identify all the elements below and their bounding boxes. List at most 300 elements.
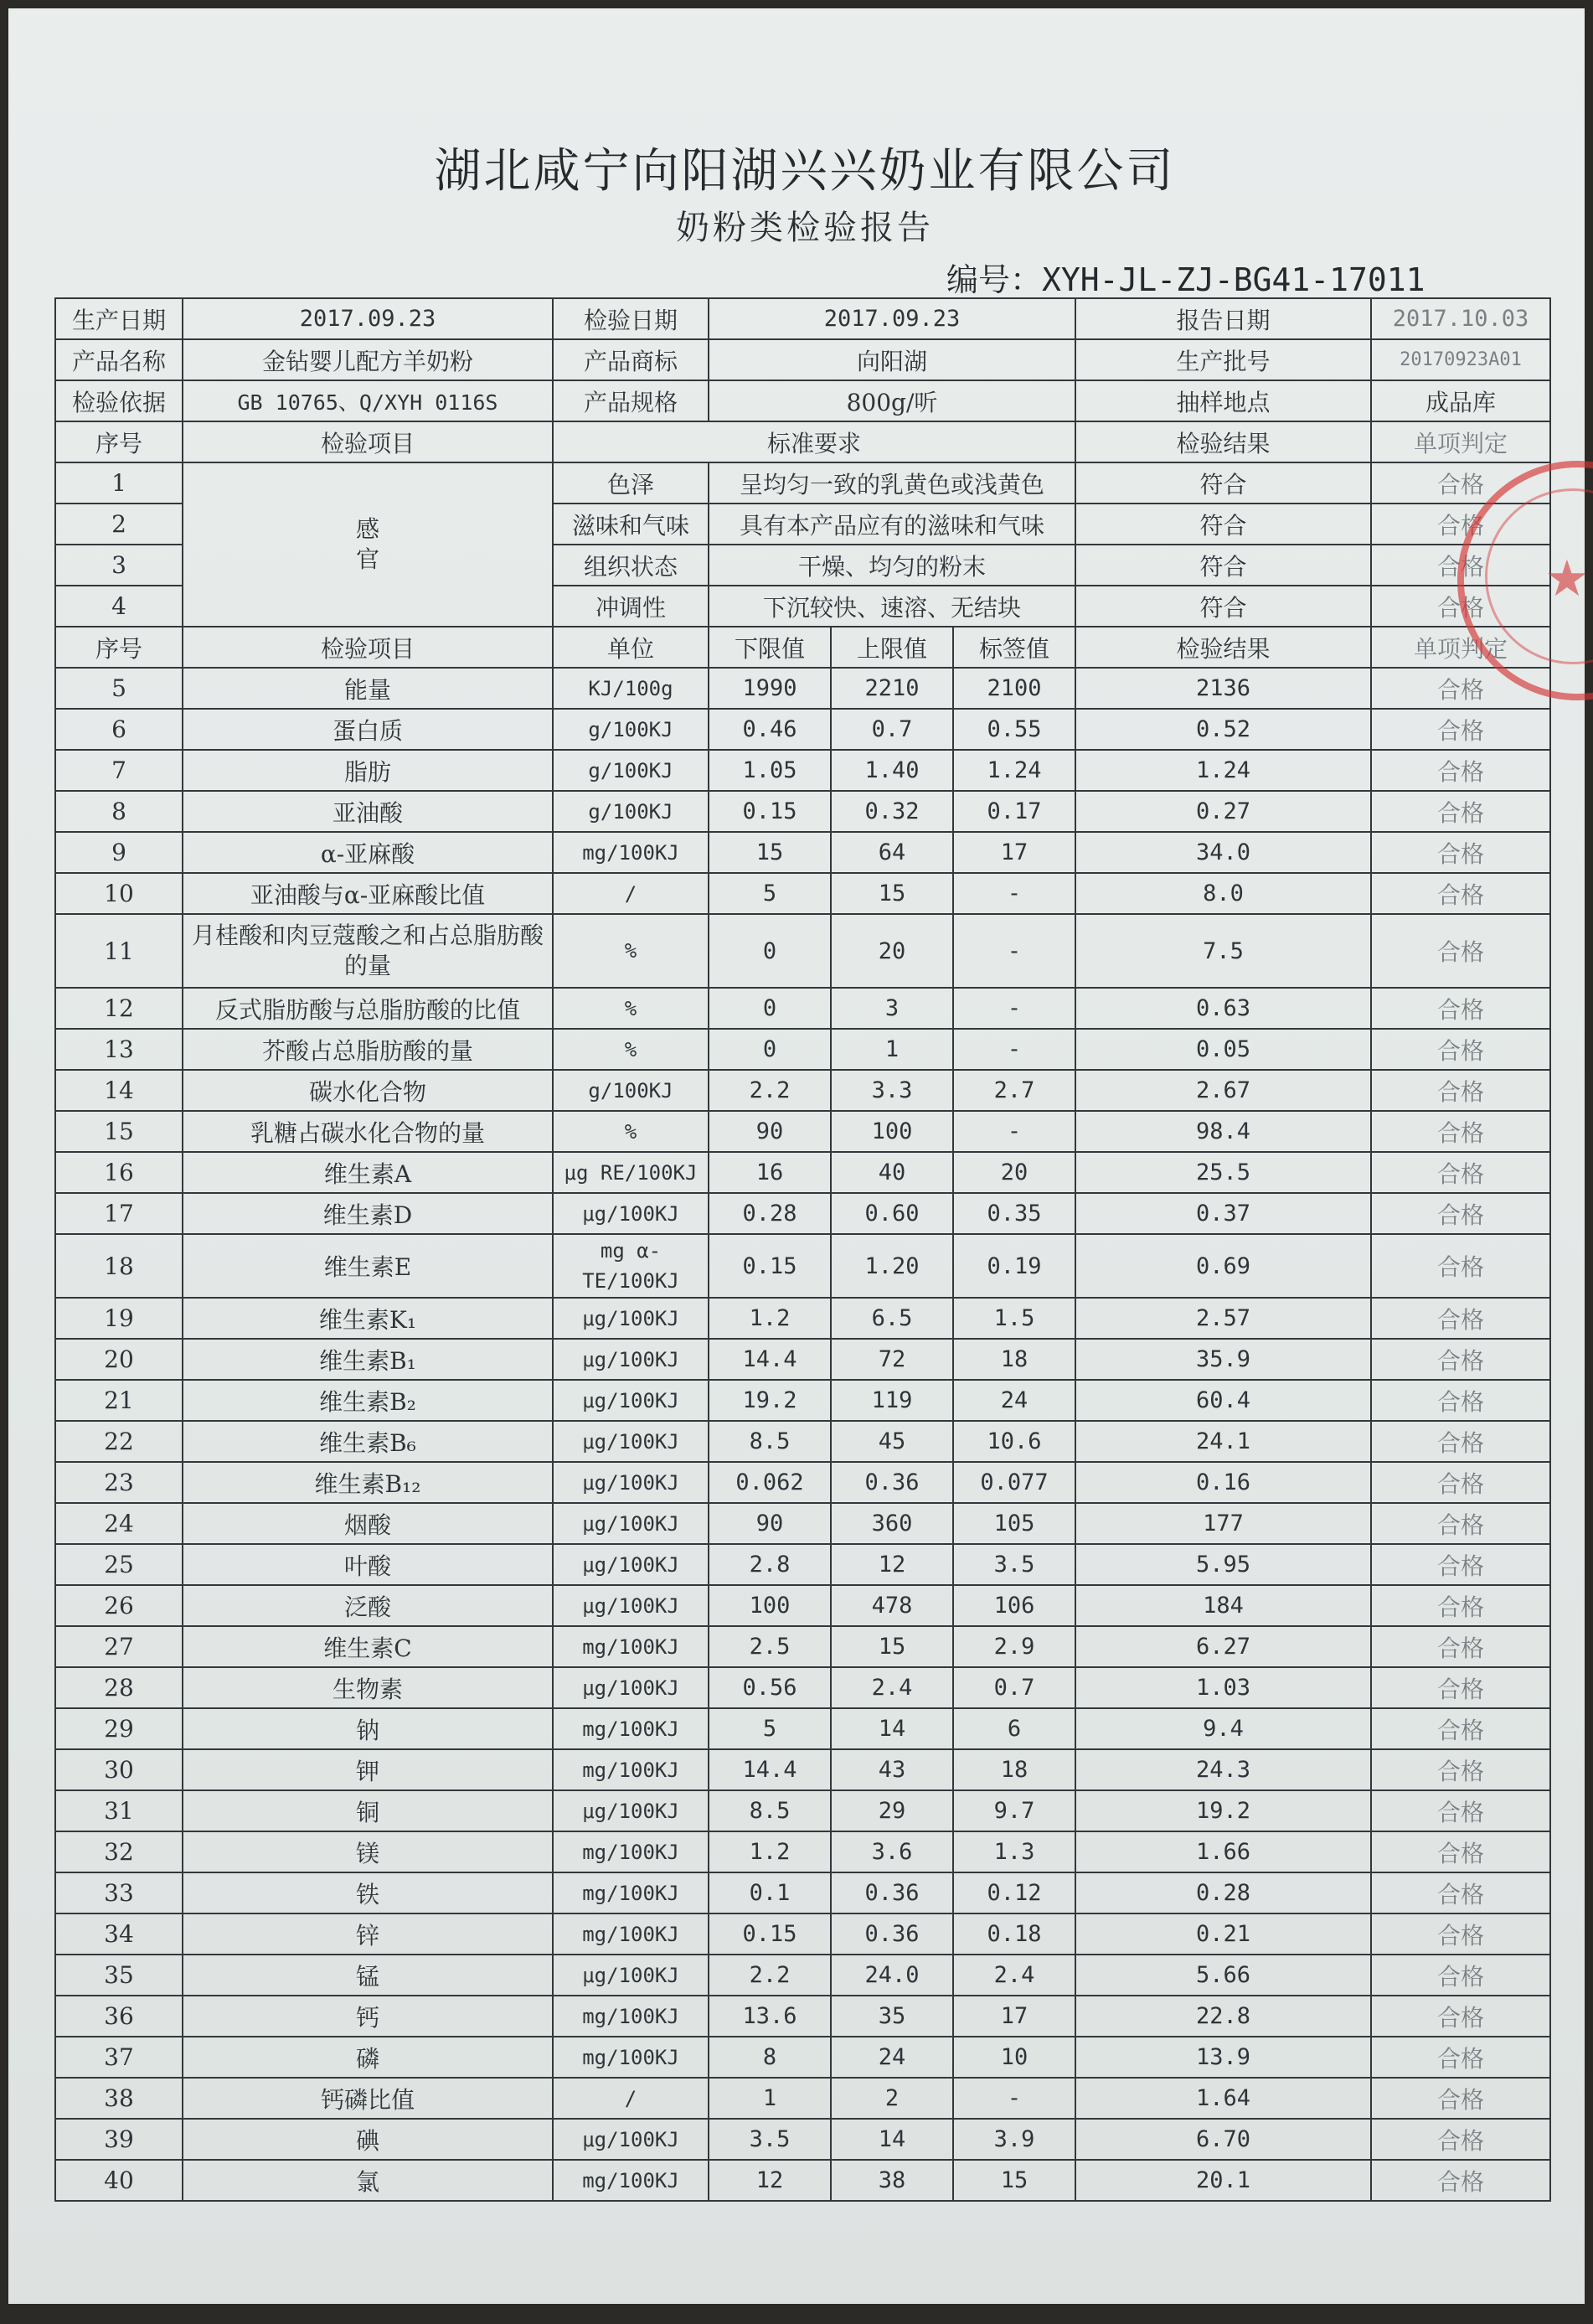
nutrient-row xyxy=(55,791,1550,832)
item-cell: 维生素B₂ xyxy=(183,1380,553,1421)
nutrient-row xyxy=(55,1831,1550,1872)
result-cell: 符合 xyxy=(1075,586,1371,627)
result-cell: 0.21 xyxy=(1075,1913,1371,1955)
judgment-cell: 合格 xyxy=(1371,1380,1550,1421)
seq-cell: 11 xyxy=(55,914,183,988)
judgment-cell: 合格 xyxy=(1371,988,1550,1029)
label-cell: 0.18 xyxy=(953,1913,1075,1955)
info-value: 800g/听 xyxy=(709,380,1075,421)
item-cell: 月桂酸和肉豆蔻酸之和占总脂肪酸的量 xyxy=(183,914,553,988)
nutrient-row xyxy=(55,1708,1550,1749)
item-cell: 乳糖占碳水化合物的量 xyxy=(183,1111,553,1152)
item-cell: 能量 xyxy=(183,668,553,709)
seal-star-icon: ★ xyxy=(1544,550,1590,608)
info-value: 成品库 xyxy=(1371,380,1550,421)
unit-cell: μg/100KJ xyxy=(553,1955,709,1996)
item-cell: 锌 xyxy=(183,1913,553,1955)
upper-cell: 64 xyxy=(831,832,953,873)
nutrient-row xyxy=(55,1749,1550,1790)
seq-cell: 19 xyxy=(55,1298,183,1339)
judgment-cell: 合格 xyxy=(1371,832,1550,873)
item-cell: 脂肪 xyxy=(183,750,553,791)
lower-cell: 1 xyxy=(709,2078,831,2119)
nutrient-row xyxy=(55,1380,1550,1421)
upper-cell: 38 xyxy=(831,2160,953,2201)
info-row xyxy=(55,298,1550,339)
result-cell: 0.52 xyxy=(1075,709,1371,750)
info-value: 20170923A01 xyxy=(1371,339,1550,380)
unit-cell: % xyxy=(553,988,709,1029)
info-value: 向阳湖 xyxy=(709,339,1075,380)
judgment-cell: 合格 xyxy=(1371,1298,1550,1339)
label-cell: 3.9 xyxy=(953,2119,1075,2160)
lower-cell: 8.5 xyxy=(709,1421,831,1462)
sensory-requirement: 呈均匀一致的乳黄色或浅黄色 xyxy=(709,462,1075,504)
sensory-row xyxy=(55,462,1550,504)
info-label: 生产日期 xyxy=(55,298,183,339)
item-cell: 钙 xyxy=(183,1996,553,2037)
result-cell: 1.24 xyxy=(1075,750,1371,791)
sensory-requirement: 下沉较快、速溶、无结块 xyxy=(709,586,1075,627)
seq-cell: 32 xyxy=(55,1831,183,1872)
header-cell: 标准要求 xyxy=(553,421,1075,462)
nutrient-row xyxy=(55,1298,1550,1339)
item-cell: 碳水化合物 xyxy=(183,1070,553,1111)
item-cell: 锰 xyxy=(183,1955,553,1996)
seq-cell: 38 xyxy=(55,2078,183,2119)
label-cell: 1.24 xyxy=(953,750,1075,791)
unit-cell: mg/100KJ xyxy=(553,1749,709,1790)
result-cell: 2.67 xyxy=(1075,1070,1371,1111)
inspection-table xyxy=(54,297,1551,2202)
nutrient-row xyxy=(55,1029,1550,1070)
label-cell: 20 xyxy=(953,1152,1075,1193)
unit-cell: mg/100KJ xyxy=(553,1831,709,1872)
upper-cell: 14 xyxy=(831,1708,953,1749)
nutrient-row xyxy=(55,1996,1550,2037)
judgment-cell: 合格 xyxy=(1371,709,1550,750)
upper-cell: 0.7 xyxy=(831,709,953,750)
lower-cell: 15 xyxy=(709,832,831,873)
upper-cell: 3.3 xyxy=(831,1070,953,1111)
unit-cell: μg/100KJ xyxy=(553,1503,709,1544)
unit-cell: / xyxy=(553,873,709,914)
result-cell: 符合 xyxy=(1075,504,1371,545)
item-cell: 铜 xyxy=(183,1790,553,1831)
seq-cell: 14 xyxy=(55,1070,183,1111)
sensory-group-label: 感 官 xyxy=(183,462,553,627)
label-cell: 17 xyxy=(953,832,1075,873)
unit-cell: μg/100KJ xyxy=(553,1298,709,1339)
label-cell: 0.12 xyxy=(953,1872,1075,1913)
nutrient-row xyxy=(55,2160,1550,2201)
upper-cell: 24.0 xyxy=(831,1955,953,1996)
nutrient-row xyxy=(55,709,1550,750)
upper-cell: 72 xyxy=(831,1339,953,1380)
judgment-cell: 合格 xyxy=(1371,1503,1550,1544)
label-cell: 0.7 xyxy=(953,1667,1075,1708)
result-cell: 35.9 xyxy=(1075,1339,1371,1380)
unit-cell: μg/100KJ xyxy=(553,1339,709,1380)
item-cell: 芥酸占总脂肪酸的量 xyxy=(183,1029,553,1070)
upper-cell: 20 xyxy=(831,914,953,988)
table-body xyxy=(55,298,1550,2201)
upper-cell: 0.36 xyxy=(831,1462,953,1503)
judgment-cell: 合格 xyxy=(1371,873,1550,914)
lower-cell: 0.062 xyxy=(709,1462,831,1503)
label-cell: 2.7 xyxy=(953,1070,1075,1111)
seq-cell: 21 xyxy=(55,1380,183,1421)
label-cell: 18 xyxy=(953,1749,1075,1790)
seq-cell: 25 xyxy=(55,1544,183,1585)
item-cell: 维生素B₆ xyxy=(183,1421,553,1462)
nutrient-row xyxy=(55,1070,1550,1111)
lower-cell: 2.8 xyxy=(709,1544,831,1585)
seq-cell: 26 xyxy=(55,1585,183,1626)
result-cell: 0.05 xyxy=(1075,1029,1371,1070)
label-cell: 0.077 xyxy=(953,1462,1075,1503)
judgment-cell: 合格 xyxy=(1371,1996,1550,2037)
unit-cell: μg/100KJ xyxy=(553,1462,709,1503)
unit-cell: g/100KJ xyxy=(553,791,709,832)
item-cell: 维生素D xyxy=(183,1193,553,1234)
result-cell: 24.1 xyxy=(1075,1421,1371,1462)
item-cell: 烟酸 xyxy=(183,1503,553,1544)
upper-cell: 0.60 xyxy=(831,1193,953,1234)
label-cell: 2.4 xyxy=(953,1955,1075,1996)
nutrient-row xyxy=(55,1913,1550,1955)
judgment-cell: 合格 xyxy=(1371,1708,1550,1749)
sensory-header-row xyxy=(55,421,1550,462)
seq-cell: 6 xyxy=(55,709,183,750)
lower-cell: 2.5 xyxy=(709,1626,831,1667)
result-cell: 5.95 xyxy=(1075,1544,1371,1585)
judgment-cell: 合格 xyxy=(1371,1831,1550,1872)
result-cell: 1.03 xyxy=(1075,1667,1371,1708)
item-cell: 氯 xyxy=(183,2160,553,2201)
header-cell: 标签值 xyxy=(953,627,1075,668)
unit-cell: % xyxy=(553,1029,709,1070)
result-cell: 2.57 xyxy=(1075,1298,1371,1339)
item-cell: 维生素A xyxy=(183,1152,553,1193)
lower-cell: 1990 xyxy=(709,668,831,709)
result-cell: 24.3 xyxy=(1075,1749,1371,1790)
result-cell: 22.8 xyxy=(1075,1996,1371,2037)
lower-cell: 14.4 xyxy=(709,1749,831,1790)
judgment-cell: 合格 xyxy=(1371,2078,1550,2119)
upper-cell: 14 xyxy=(831,2119,953,2160)
seq-cell: 28 xyxy=(55,1667,183,1708)
item-cell: 铁 xyxy=(183,1872,553,1913)
header-cell: 序号 xyxy=(55,421,183,462)
upper-cell: 35 xyxy=(831,1996,953,2037)
lower-cell: 90 xyxy=(709,1111,831,1152)
item-cell: 生物素 xyxy=(183,1667,553,1708)
judgment-cell: 合格 xyxy=(1371,1234,1550,1298)
judgment-cell: 合格 xyxy=(1371,1152,1550,1193)
nutrient-row xyxy=(55,750,1550,791)
judgment-cell: 合格 xyxy=(1371,2160,1550,2201)
lower-cell: 5 xyxy=(709,1708,831,1749)
seq-cell: 20 xyxy=(55,1339,183,1380)
header-cell: 检验项目 xyxy=(183,627,553,668)
item-cell: α-亚麻酸 xyxy=(183,832,553,873)
label-cell: - xyxy=(953,988,1075,1029)
lower-cell: 8 xyxy=(709,2037,831,2078)
label-cell: 105 xyxy=(953,1503,1075,1544)
upper-cell: 0.36 xyxy=(831,1913,953,1955)
unit-cell: mg/100KJ xyxy=(553,1872,709,1913)
judgment-cell: 合格 xyxy=(1371,1193,1550,1234)
upper-cell: 45 xyxy=(831,1421,953,1462)
upper-cell: 24 xyxy=(831,2037,953,2078)
unit-cell: % xyxy=(553,914,709,988)
upper-cell: 6.5 xyxy=(831,1298,953,1339)
label-cell: 1.5 xyxy=(953,1298,1075,1339)
upper-cell: 3.6 xyxy=(831,1831,953,1872)
info-row xyxy=(55,380,1550,421)
info-label: 产品名称 xyxy=(55,339,183,380)
judgment-cell: 合格 xyxy=(1371,668,1550,709)
judgment-cell: 合格 xyxy=(1371,1872,1550,1913)
nutrient-row xyxy=(55,1152,1550,1193)
company-name: 湖北咸宁向阳湖兴兴奶业有限公司 xyxy=(434,144,1176,199)
nutrient-row xyxy=(55,1790,1550,1831)
item-cell: 亚油酸与α-亚麻酸比值 xyxy=(183,873,553,914)
result-cell: 98.4 xyxy=(1075,1111,1371,1152)
unit-cell: mg/100KJ xyxy=(553,832,709,873)
unit-cell: mg/100KJ xyxy=(553,2160,709,2201)
label-cell: - xyxy=(953,914,1075,988)
upper-cell: 1.40 xyxy=(831,750,953,791)
result-cell: 177 xyxy=(1075,1503,1371,1544)
seq-cell: 1 xyxy=(55,462,183,504)
sensory-requirement: 具有本产品应有的滋味和气味 xyxy=(709,504,1075,545)
info-label: 抽样地点 xyxy=(1075,380,1371,421)
result-cell: 符合 xyxy=(1075,462,1371,504)
info-value: GB 10765、Q/XYH 0116S xyxy=(183,380,553,421)
item-cell: 钙磷比值 xyxy=(183,2078,553,2119)
lower-cell: 8.5 xyxy=(709,1790,831,1831)
judgment-cell: 合格 xyxy=(1371,1585,1550,1626)
nutrient-row xyxy=(55,988,1550,1029)
lower-cell: 0 xyxy=(709,1029,831,1070)
upper-cell: 2210 xyxy=(831,668,953,709)
unit-cell: KJ/100g xyxy=(553,668,709,709)
upper-cell: 0.32 xyxy=(831,791,953,832)
info-value: 2017.09.23 xyxy=(183,298,553,339)
lower-cell: 5 xyxy=(709,873,831,914)
result-cell: 25.5 xyxy=(1075,1152,1371,1193)
unit-cell: mg/100KJ xyxy=(553,2037,709,2078)
header-cell: 上限值 xyxy=(831,627,953,668)
label-cell: 17 xyxy=(953,1996,1075,2037)
info-value: 金钻婴儿配方羊奶粉 xyxy=(183,339,553,380)
result-cell: 符合 xyxy=(1075,545,1371,586)
item-cell: 碘 xyxy=(183,2119,553,2160)
result-cell: 60.4 xyxy=(1075,1380,1371,1421)
seq-cell: 34 xyxy=(55,1913,183,1955)
header-cell: 下限值 xyxy=(709,627,831,668)
result-cell: 6.70 xyxy=(1075,2119,1371,2160)
upper-cell: 119 xyxy=(831,1380,953,1421)
item-cell: 钾 xyxy=(183,1749,553,1790)
info-value: 2017.10.03 xyxy=(1371,298,1550,339)
result-cell: 7.5 xyxy=(1075,914,1371,988)
seq-cell: 15 xyxy=(55,1111,183,1152)
result-cell: 1.66 xyxy=(1075,1831,1371,1872)
judgment-cell: 合格 xyxy=(1371,1111,1550,1152)
result-cell: 0.16 xyxy=(1075,1462,1371,1503)
unit-cell: g/100KJ xyxy=(553,709,709,750)
lower-cell: 0.15 xyxy=(709,1234,831,1298)
upper-cell: 15 xyxy=(831,873,953,914)
upper-cell: 0.36 xyxy=(831,1872,953,1913)
seq-cell: 27 xyxy=(55,1626,183,1667)
item-cell: 维生素B₁ xyxy=(183,1339,553,1380)
lower-cell: 0.56 xyxy=(709,1667,831,1708)
header-cell: 序号 xyxy=(55,627,183,668)
label-cell: - xyxy=(953,1029,1075,1070)
item-cell: 磷 xyxy=(183,2037,553,2078)
lower-cell: 0.1 xyxy=(709,1872,831,1913)
lower-cell: 14.4 xyxy=(709,1339,831,1380)
info-label: 产品规格 xyxy=(553,380,709,421)
judgment-cell: 合格 xyxy=(1371,1339,1550,1380)
report-paper xyxy=(8,8,1590,2304)
label-cell: 9.7 xyxy=(953,1790,1075,1831)
header-cell: 检验项目 xyxy=(183,421,553,462)
judgment-cell: 合格 xyxy=(1371,750,1550,791)
seq-cell: 36 xyxy=(55,1996,183,2037)
item-cell: 钠 xyxy=(183,1708,553,1749)
unit-cell: mg/100KJ xyxy=(553,1626,709,1667)
result-cell: 5.66 xyxy=(1075,1955,1371,1996)
label-cell: 18 xyxy=(953,1339,1075,1380)
unit-cell: μg/100KJ xyxy=(553,1380,709,1421)
unit-cell: mg/100KJ xyxy=(553,1708,709,1749)
item-cell: 镁 xyxy=(183,1831,553,1872)
upper-cell: 43 xyxy=(831,1749,953,1790)
info-value: 2017.09.23 xyxy=(709,298,1075,339)
report-title: 奶粉类检验报告 xyxy=(676,209,934,247)
upper-cell: 15 xyxy=(831,1626,953,1667)
upper-cell: 3 xyxy=(831,988,953,1029)
lower-cell: 12 xyxy=(709,2160,831,2201)
nutrient-row xyxy=(55,914,1550,988)
result-cell: 0.28 xyxy=(1075,1872,1371,1913)
info-label: 生产批号 xyxy=(1075,339,1371,380)
seq-cell: 5 xyxy=(55,668,183,709)
judgment-cell: 合格 xyxy=(1371,791,1550,832)
nutrient-row xyxy=(55,1503,1550,1544)
nutrient-row xyxy=(55,832,1550,873)
info-row xyxy=(55,339,1550,380)
unit-cell: μg/100KJ xyxy=(553,2119,709,2160)
seq-cell: 7 xyxy=(55,750,183,791)
nutrient-header-row xyxy=(55,627,1550,668)
sensory-name: 冲调性 xyxy=(553,586,709,627)
header-cell: 检验结果 xyxy=(1075,627,1371,668)
header-cell: 单项判定 xyxy=(1371,627,1550,668)
unit-cell: mg/100KJ xyxy=(553,1996,709,2037)
result-cell: 8.0 xyxy=(1075,873,1371,914)
seq-cell: 31 xyxy=(55,1790,183,1831)
label-cell: 0.17 xyxy=(953,791,1075,832)
lower-cell: 0.15 xyxy=(709,791,831,832)
judgment-cell: 合格 xyxy=(1371,586,1550,627)
label-cell: 3.5 xyxy=(953,1544,1075,1585)
lower-cell: 16 xyxy=(709,1152,831,1193)
result-cell: 1.64 xyxy=(1075,2078,1371,2119)
result-cell: 0.63 xyxy=(1075,988,1371,1029)
nutrient-row xyxy=(55,1544,1550,1585)
unit-cell: mg α-TE/100KJ xyxy=(553,1234,709,1298)
result-cell: 0.37 xyxy=(1075,1193,1371,1234)
lower-cell: 2.2 xyxy=(709,1955,831,1996)
result-cell: 2136 xyxy=(1075,668,1371,709)
seq-cell: 13 xyxy=(55,1029,183,1070)
unit-cell: μg/100KJ xyxy=(553,1585,709,1626)
sensory-name: 滋味和气味 xyxy=(553,504,709,545)
judgment-cell: 合格 xyxy=(1371,1462,1550,1503)
nutrient-row xyxy=(55,1193,1550,1234)
seq-cell: 9 xyxy=(55,832,183,873)
info-label: 检验日期 xyxy=(553,298,709,339)
seq-cell: 18 xyxy=(55,1234,183,1298)
lower-cell: 0.28 xyxy=(709,1193,831,1234)
judgment-cell: 合格 xyxy=(1371,1029,1550,1070)
judgment-cell: 合格 xyxy=(1371,1070,1550,1111)
seq-cell: 17 xyxy=(55,1193,183,1234)
upper-cell: 2 xyxy=(831,2078,953,2119)
header-cell: 单位 xyxy=(553,627,709,668)
judgment-cell: 合格 xyxy=(1371,2037,1550,2078)
unit-cell: μg/100KJ xyxy=(553,1193,709,1234)
judgment-cell: 合格 xyxy=(1371,1790,1550,1831)
nutrient-row xyxy=(55,1955,1550,1996)
label-cell: 2.9 xyxy=(953,1626,1075,1667)
upper-cell: 1.20 xyxy=(831,1234,953,1298)
seq-cell: 37 xyxy=(55,2037,183,2078)
lower-cell: 13.6 xyxy=(709,1996,831,2037)
judgment-cell: 合格 xyxy=(1371,504,1550,545)
label-cell: 0.19 xyxy=(953,1234,1075,1298)
label-cell: - xyxy=(953,873,1075,914)
nutrient-row xyxy=(55,1339,1550,1380)
result-cell: 34.0 xyxy=(1075,832,1371,873)
label-cell: 2100 xyxy=(953,668,1075,709)
item-cell: 泛酸 xyxy=(183,1585,553,1626)
judgment-cell: 合格 xyxy=(1371,1626,1550,1667)
item-cell: 蛋白质 xyxy=(183,709,553,750)
judgment-cell: 合格 xyxy=(1371,1421,1550,1462)
info-label: 检验依据 xyxy=(55,380,183,421)
seq-cell: 10 xyxy=(55,873,183,914)
label-cell: 6 xyxy=(953,1708,1075,1749)
unit-cell: μg/100KJ xyxy=(553,1544,709,1585)
judgment-cell: 合格 xyxy=(1371,1749,1550,1790)
result-cell: 0.69 xyxy=(1075,1234,1371,1298)
nutrient-row xyxy=(55,873,1550,914)
label-cell: 106 xyxy=(953,1585,1075,1626)
item-cell: 叶酸 xyxy=(183,1544,553,1585)
judgment-cell: 合格 xyxy=(1371,462,1550,504)
sensory-name: 组织状态 xyxy=(553,545,709,586)
seq-cell: 39 xyxy=(55,2119,183,2160)
lower-cell: 0.46 xyxy=(709,709,831,750)
item-cell: 维生素K₁ xyxy=(183,1298,553,1339)
